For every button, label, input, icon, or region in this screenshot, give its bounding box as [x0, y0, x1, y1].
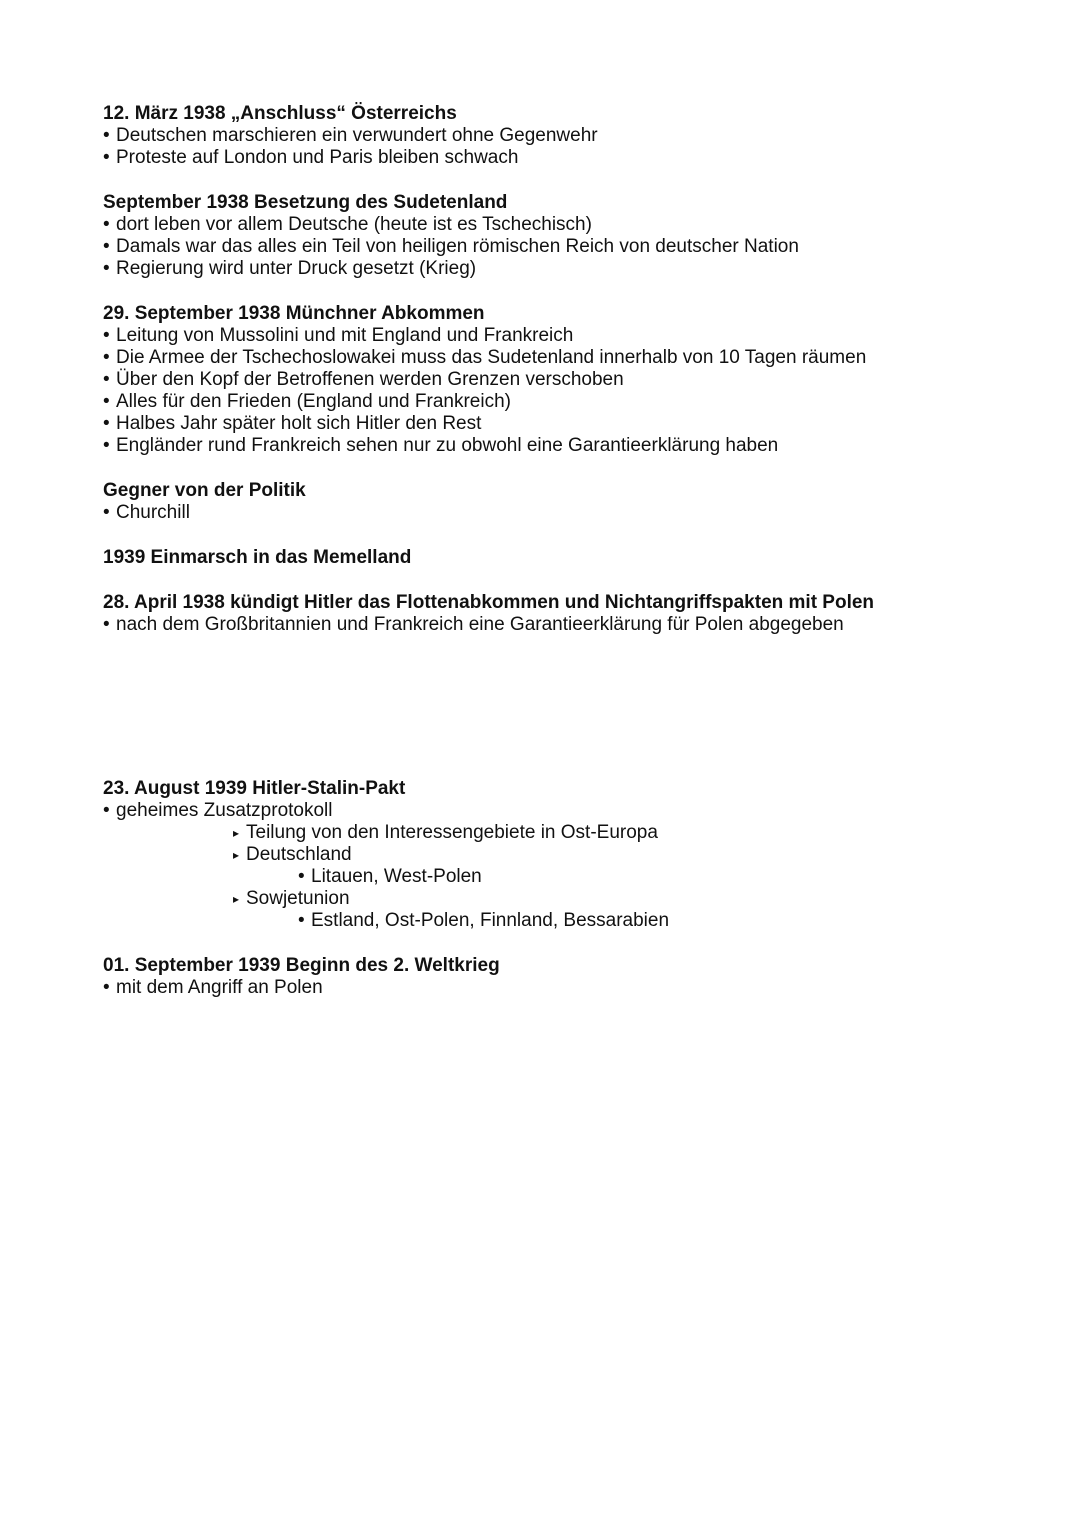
section-weltkrieg [103, 955, 1003, 999]
list-item: • geheimes Zusatzprotokoll [103, 800, 1003, 822]
list-item: • Damals war das alles ein Teil von heiligen römischen Reich von deutscher Nation [103, 236, 1003, 258]
list-item: • Alles für den Frieden (England und Frankreich) [103, 391, 1003, 413]
sub-sub-list [298, 866, 1003, 888]
sub-list [233, 888, 1003, 910]
section-heading: 1939 Einmarsch in das Memelland [103, 547, 412, 568]
list-item: • Regierung wird unter Druck gesetzt (Krieg) [103, 258, 1003, 280]
bullet-list [103, 800, 1003, 822]
section-heading: 12. März 1938 „Anschluss“ Österreichs [103, 103, 457, 124]
bullet-list [103, 325, 1003, 457]
sub-sub-list-item: • Estland, Ost-Polen, Finnland, Bessarabien [298, 910, 1003, 932]
sub-list-item: ▸ Teilung von den Interessengebiete in Ost-Europa [233, 822, 1003, 844]
section-heading: 01. September 1939 Beginn des 2. Weltkrieg [103, 955, 500, 976]
list-item: • Leitung von Mussolini und mit England und Frankreich [103, 325, 1003, 347]
bullet-list [103, 125, 1003, 169]
section-hitler-stalin-pakt [103, 778, 1003, 932]
bullet-list [103, 214, 1003, 280]
list-item: • Deutschen marschieren ein verwundert ohne Gegenwehr [103, 125, 1003, 147]
section-flottenabkommen [103, 592, 1003, 636]
bullet-list [103, 614, 1003, 636]
section-heading: September 1938 Besetzung des Sudetenland [103, 192, 508, 213]
list-item: • Engländer rund Frankreich sehen nur zu obwohl eine Garantieerklärung haben [103, 435, 1003, 457]
section-heading: 28. April 1938 kündigt Hitler das Flottenabkommen und Nichtangriffspakten mit Polen [103, 592, 875, 613]
section-heading: Gegner von der Politik [103, 480, 306, 501]
section-gegner [103, 480, 1003, 524]
sub-list-item: ▸ Sowjetunion [233, 888, 1003, 910]
sub-sub-list-item: • Litauen, West-Polen [298, 866, 1003, 888]
list-item: • Halbes Jahr später holt sich Hitler den Rest [103, 413, 1003, 435]
section-memelland [103, 547, 1003, 569]
bullet-list [103, 977, 1003, 999]
section-heading: 23. August 1939 Hitler-Stalin-Pakt [103, 778, 406, 799]
list-item: • dort leben vor allem Deutsche (heute ist es Tschechisch) [103, 214, 1003, 236]
bullet-list [103, 502, 1003, 524]
list-item: • nach dem Großbritannien und Frankreich eine Garantieerklärung für Polen abgegeben [103, 614, 1003, 636]
list-item: • Proteste auf London und Paris bleiben schwach [103, 147, 1003, 169]
list-item: • mit dem Angriff an Polen [103, 977, 1003, 999]
sub-list-item: ▸ Deutschland [233, 844, 1003, 866]
section-anschluss [103, 103, 1003, 169]
sub-sub-list [298, 910, 1003, 932]
sub-list [233, 822, 1003, 866]
section-heading: 29. September 1938 Münchner Abkommen [103, 303, 485, 324]
section-sudetenland [103, 192, 1003, 280]
list-item: • Churchill [103, 502, 1003, 524]
document-page [103, 103, 1003, 1022]
list-item: • Die Armee der Tschechoslowakei muss das Sudetenland innerhalb von 10 Tagen räumen [103, 347, 1003, 369]
list-item: • Über den Kopf der Betroffenen werden Grenzen verschoben [103, 369, 1003, 391]
section-muenchner-abkommen [103, 303, 1003, 457]
